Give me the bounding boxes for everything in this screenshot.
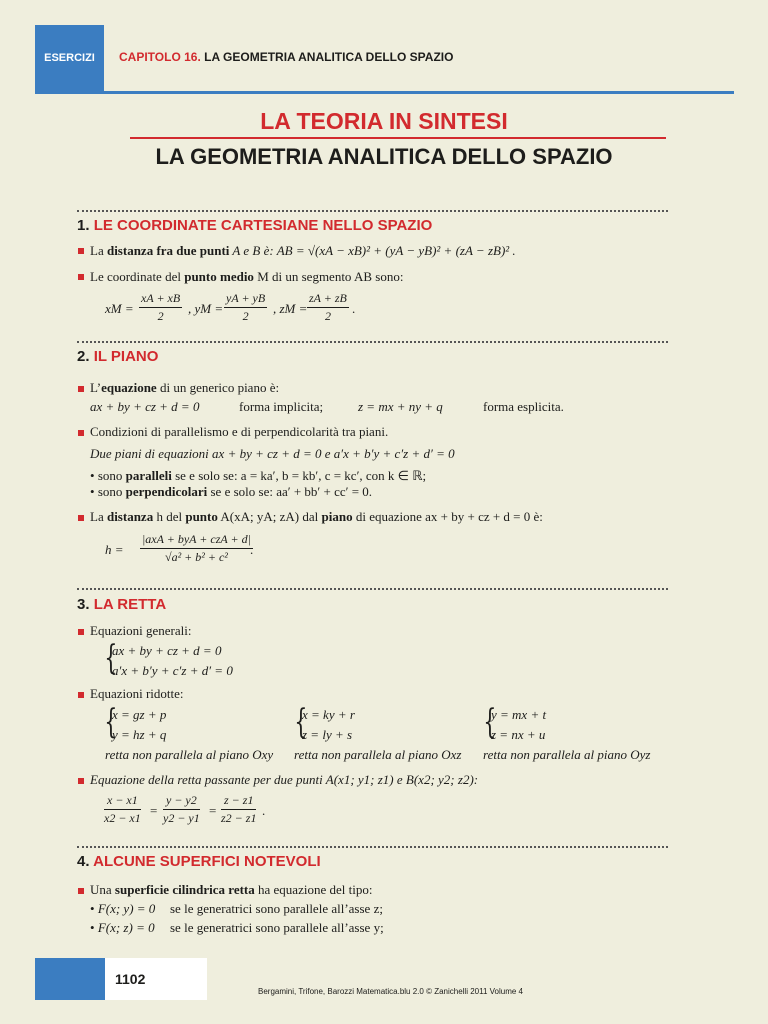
system-brace: { xyxy=(104,638,118,678)
midpoint-line xyxy=(90,269,403,285)
bullet xyxy=(78,386,84,392)
surface-item-1-text: se le generatrici sono parallele all’asse z; xyxy=(170,901,383,916)
section-number: 1. xyxy=(77,217,90,234)
section-title: LA RETTA xyxy=(93,596,167,613)
reduced-1b: y = hz + q xyxy=(112,727,167,742)
text: M di un segmento AB sono: xyxy=(253,269,404,284)
reduced-1a: x = gz + p xyxy=(112,707,167,722)
zm-label: , zM = xyxy=(273,301,308,316)
xm-fraction: $\frac{xA + xB}{2}$ xyxy=(141,291,181,323)
bullet xyxy=(78,692,84,698)
general-eq-2: a′x + b′y + c′z + d′ = 0 xyxy=(112,663,233,678)
bullet xyxy=(78,515,84,521)
distance-fraction: |axA + byA + czA + d| √a² + b² + c² xyxy=(142,532,251,564)
section-divider xyxy=(77,846,668,848)
text: Le coordinate del xyxy=(90,269,185,284)
section-number: 2. xyxy=(77,348,90,365)
reduced-2a: x = ky + r xyxy=(302,707,355,722)
h-label: h = xyxy=(105,542,124,557)
conditions-line: Condizioni di parallelismo e di perpendicolarità tra piani. xyxy=(90,424,389,439)
section-title: LE COORDINATE CARTESIANE NELLO SPAZIO xyxy=(93,217,433,234)
parallel-condition: • sono paralleli se e solo se: a = ka′, b = kb′, c = kc′, con k ∈ ℝ; xyxy=(90,468,427,483)
page-title: LA TEORIA IN SINTESI xyxy=(260,108,508,134)
reduced-3-label: retta non parallela al piano Oyz xyxy=(483,747,651,762)
two-planes-line: Due piani di equazioni ax + by + cz + d = 0 e a′x + b′y + c′z + d′ = 0 xyxy=(90,446,455,461)
section-heading-2 xyxy=(77,348,158,365)
ym-fraction: $\frac{yA + yB}{2}$ xyxy=(226,291,266,323)
implicit-equation: ax + by + cz + d = 0 xyxy=(90,399,200,414)
section-divider xyxy=(77,588,668,590)
explicit-equation: z = mx + ny + q xyxy=(358,399,443,414)
equals: = xyxy=(150,803,158,818)
general-equations-line: Equazioni generali: xyxy=(90,623,192,638)
ym-label: , yM = xyxy=(188,301,224,316)
header-rule xyxy=(35,91,734,94)
reduced-2-label: retta non parallela al piano Oxz xyxy=(294,747,462,762)
system-brace: { xyxy=(294,702,308,742)
two-points-line-label: Equazione della retta passante per due punti A(x1; y1; z1) e B(x2; y2; z2): xyxy=(90,772,479,787)
chapter-title: LA GEOMETRIA ANALITICA DELLO SPAZIO xyxy=(204,50,454,64)
title-rule xyxy=(130,137,666,139)
text: La xyxy=(90,243,107,258)
z-fraction: $\frac{z - z1}{z2 - z1}$ xyxy=(221,793,257,825)
plane-equation-line: L’equazione di un generico piano è: xyxy=(90,380,280,395)
x-fraction: $\frac{x - x1}{x2 - x1}$ xyxy=(104,793,141,825)
bold-term: distanza fra due punti xyxy=(106,243,230,258)
reduced-3b: z = nx + u xyxy=(491,727,546,742)
section-heading-3 xyxy=(77,596,166,613)
bullet xyxy=(78,778,84,784)
publisher-credit: Bergamini, Trifone, Barozzi Matematica.blu 2.0 © Zanichelli 2011 Volume 4 xyxy=(258,987,523,996)
xm-label: xM = xyxy=(105,301,134,316)
reduced-equations-line: Equazioni ridotte: xyxy=(90,686,184,701)
bullet xyxy=(78,248,84,254)
y-fraction: $\frac{y - y2}{y2 - y1}$ xyxy=(163,793,200,825)
surface-item-1: • F(x; y) = 0 xyxy=(90,901,156,916)
punct: . xyxy=(250,542,254,557)
system-brace: { xyxy=(104,702,118,742)
system-brace: { xyxy=(483,702,497,742)
explicit-label: forma esplicita. xyxy=(483,399,564,414)
punct: . xyxy=(262,803,266,818)
perpendicular-condition: • sono perpendicolari se e solo se: aa′ + bb′ + cc′ = 0. xyxy=(90,484,373,499)
section-number: 4. xyxy=(77,853,90,870)
running-header xyxy=(119,50,453,64)
implicit-label: forma implicita; xyxy=(239,399,324,414)
distance-formula: AB = √(xA − xB)² + (yA − yB)² + (zA − zB)² . xyxy=(276,243,516,258)
punct: . xyxy=(352,301,356,316)
zm-fraction: $\frac{zA + zB}{2}$ xyxy=(309,291,347,323)
point-plane-distance-line: La distanza h del punto A(xA; yA; zA) dal piano di equazione ax + by + cz + d = 0 è: xyxy=(90,509,543,524)
text: A e B è: xyxy=(229,243,277,258)
page-number: 1102 xyxy=(105,958,207,1000)
section-title: ALCUNE SUPERFICI NOTEVOLI xyxy=(93,853,321,870)
section-title: IL PIANO xyxy=(93,348,159,365)
chapter-label: CAPITOLO 16. xyxy=(119,50,201,64)
section-tab-esercizi: ESERCIZI xyxy=(35,25,104,91)
reduced-2b: z = ly + s xyxy=(302,727,353,742)
cylindrical-surface-line: Una superficie cilindrica retta ha equazione del tipo: xyxy=(90,882,373,897)
bullet xyxy=(78,274,84,280)
bold-term: punto medio xyxy=(184,269,254,284)
bullet xyxy=(78,888,84,894)
section-divider xyxy=(77,210,668,212)
section-heading-1 xyxy=(77,217,432,234)
section-heading-4 xyxy=(77,853,321,870)
reduced-1-label: retta non parallela al piano Oxy xyxy=(105,747,274,762)
general-eq-1: ax + by + cz + d = 0 xyxy=(112,643,222,658)
bullet xyxy=(78,629,84,635)
surface-item-2: • F(x; z) = 0 xyxy=(90,920,155,935)
surface-item-2-text: se le generatrici sono parallele all’asse y; xyxy=(170,920,384,935)
section-divider xyxy=(77,341,668,343)
reduced-3a: y = mx + t xyxy=(491,707,547,722)
bullet xyxy=(78,430,84,436)
page-subtitle: LA GEOMETRIA ANALITICA DELLO SPAZIO xyxy=(155,144,613,169)
distance-formula-line xyxy=(90,243,516,259)
equals: = xyxy=(209,803,217,818)
section-number: 3. xyxy=(77,596,90,613)
